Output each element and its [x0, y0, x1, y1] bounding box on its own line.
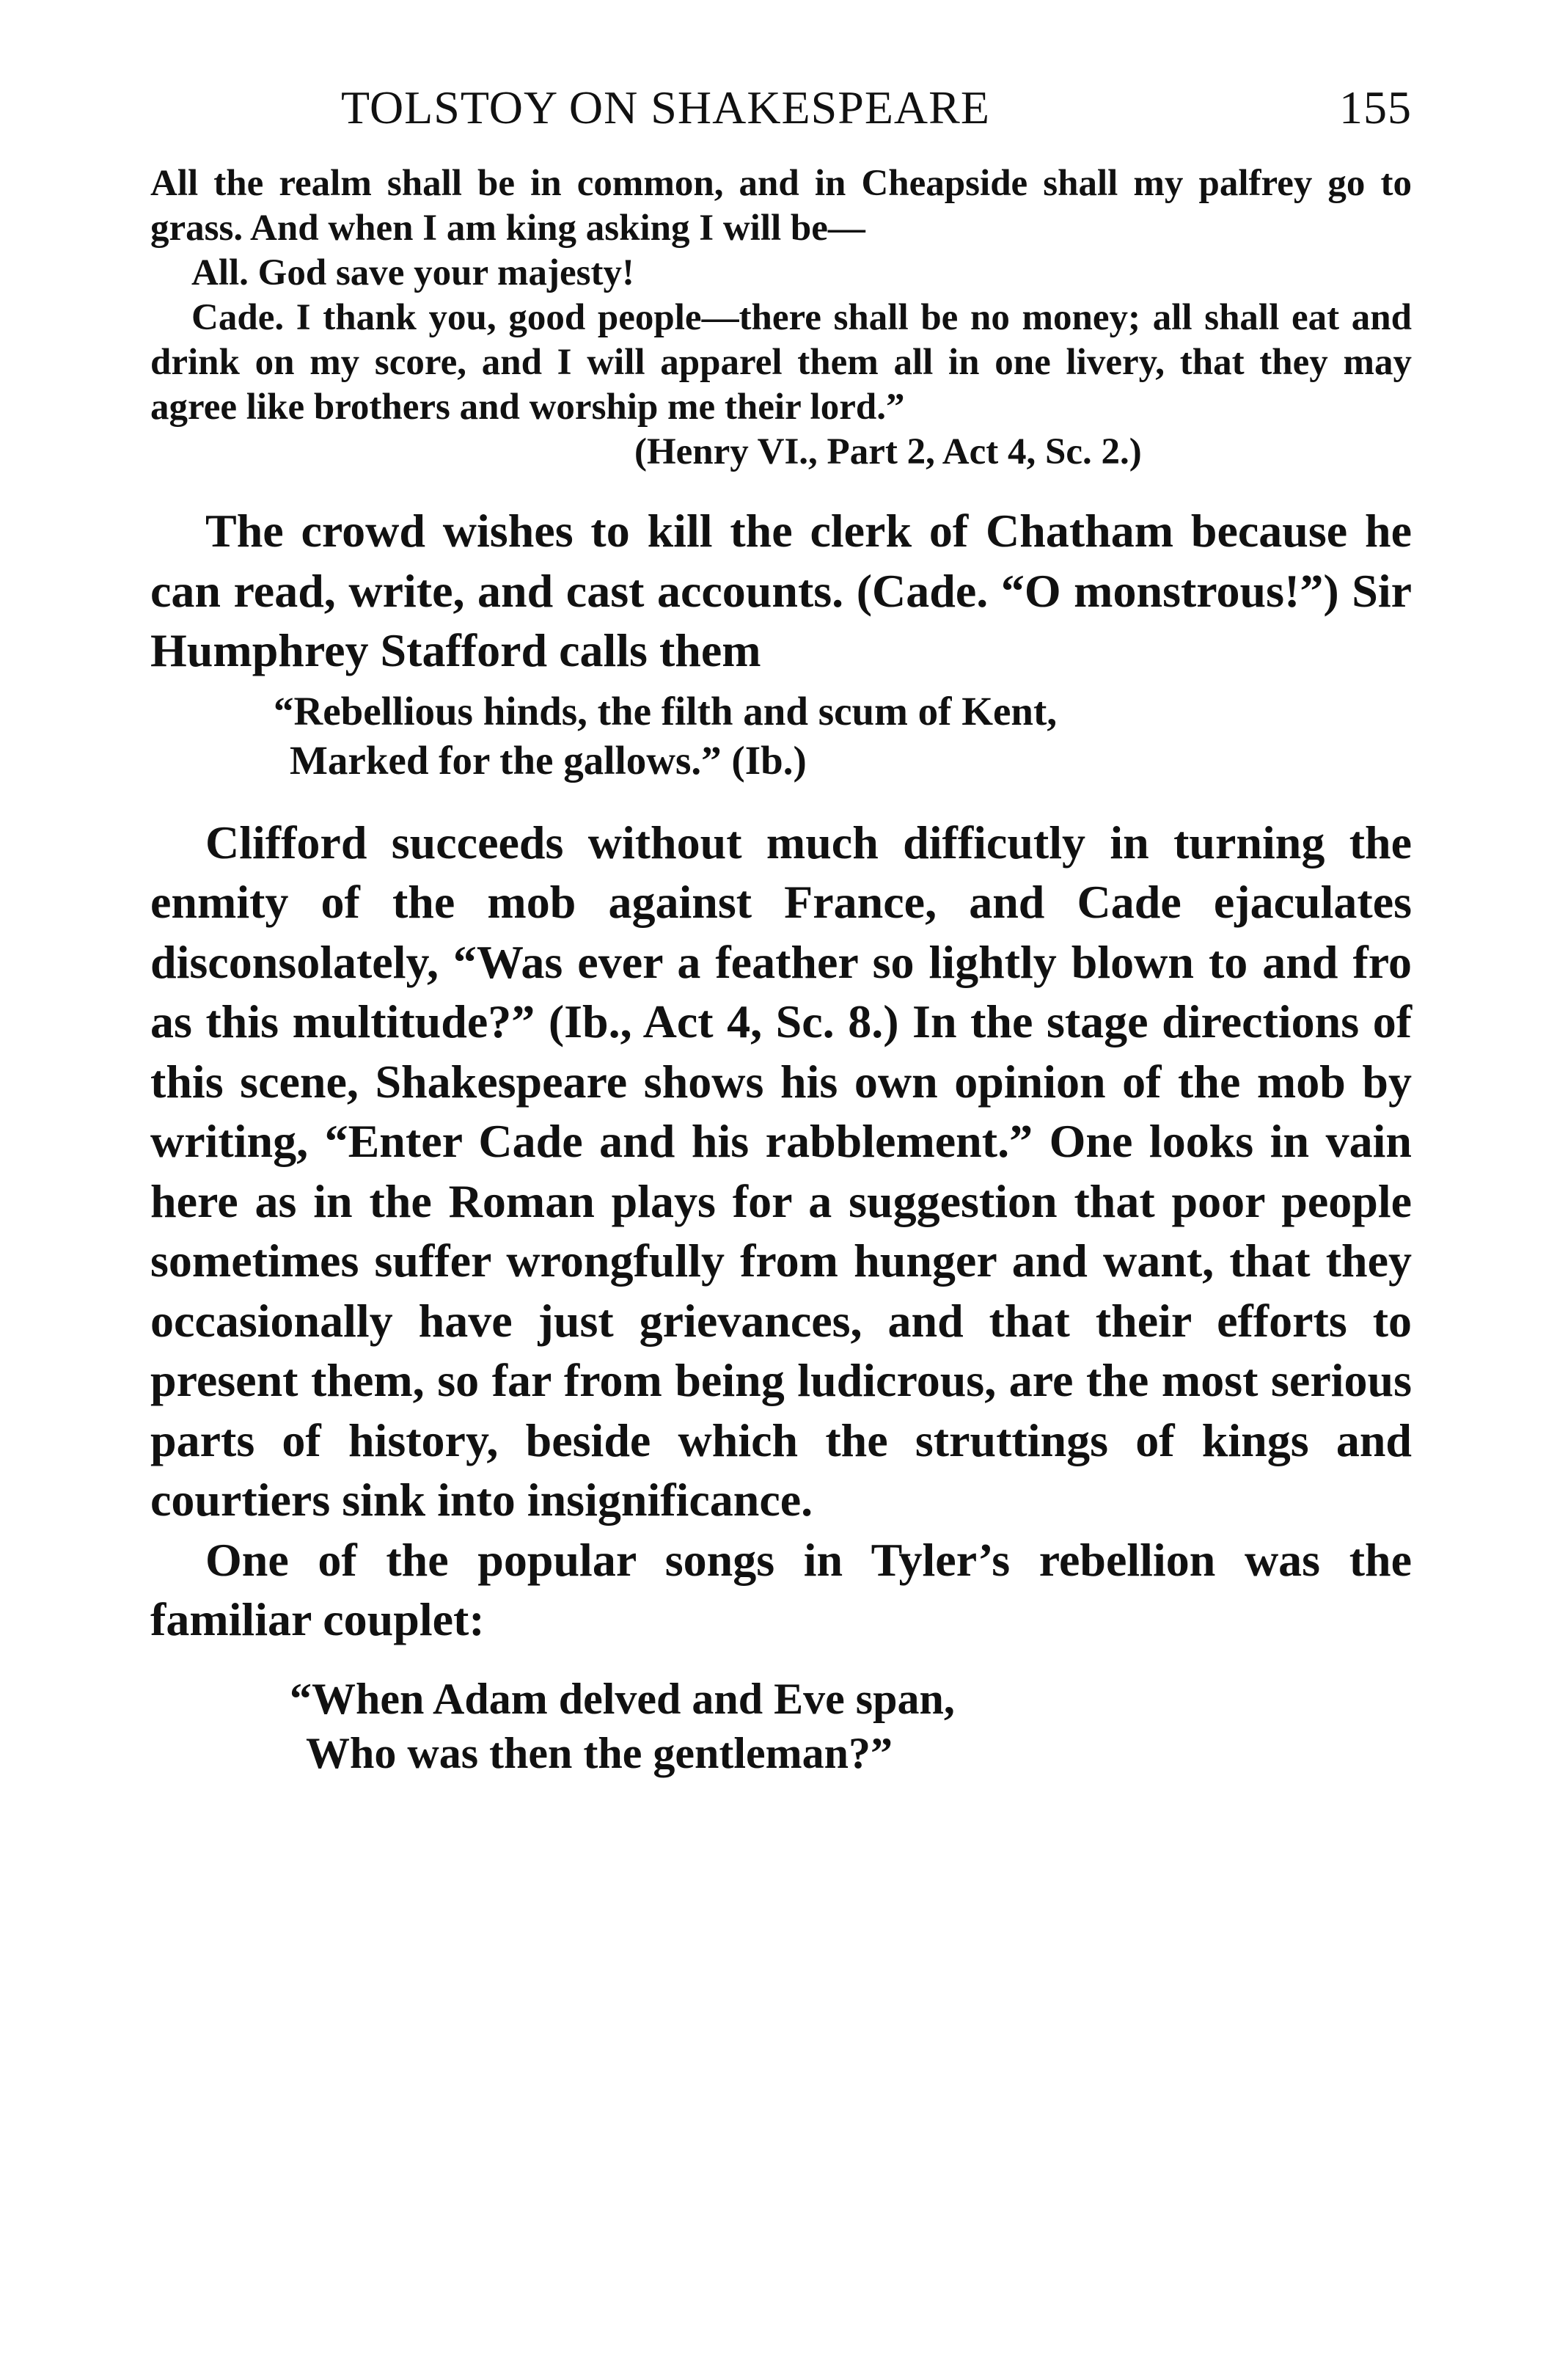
quote-speech-all: All. God save your majesty! — [191, 252, 634, 293]
verse-line: Who was then the gentleman?” — [306, 1728, 893, 1777]
quote-citation: (Henry VI., Part 2, Act 4, Sc. 2.) — [634, 431, 1142, 472]
quote-line: All the realm shall be in common, and in Cheapside shall my palfrey go to grass. And when I am king asking I will be— — [150, 163, 1412, 249]
body-text — [150, 501, 1412, 1780]
verse-quotation — [274, 687, 1412, 785]
paragraph: The crowd wishes to kill the clerk of Chatham because he can read, write, and cast accounts. (Cade. “O monstrous!”) Sir Humphrey Stafford calls them — [150, 505, 1412, 676]
running-header — [150, 81, 1412, 161]
block-quotation — [150, 161, 1412, 475]
paragraph: Clifford succeeds without much difficutly in turning the enmity of the mob against France, and Cade ejaculates disconsolately, “Was ever a feather so lightly blown to and fro as this multitude?” (Ib., Act 4, Sc. 8.) In the stage directions of this scene, Shakespeare shows his own opinion of the mob by writing, “Enter Cade and his rabblement.” One looks in vain here as in the Roman plays for a suggestion that poor people sometimes suffer wrongfully from hunger and want, that they occasionally have just grievances, and that their efforts to present them, so far from being ludicrous, are the most serious parts of history, beside which the struttings of kings and courtiers sink into insignificance. — [150, 816, 1412, 1526]
verse-quotation — [290, 1672, 1412, 1780]
page-number: 155 — [1339, 81, 1412, 134]
header-title: TOLSTOY ON SHAKESPEARE — [341, 81, 990, 134]
verse-line: Marked for the gallows.” (Ib.) — [290, 737, 807, 783]
verse-line: “Rebellious hinds, the filth and scum of Kent, — [274, 688, 1058, 734]
paragraph: One of the popular songs in Tyler’s rebellion was the familiar couplet: — [150, 1533, 1412, 1645]
quote-speech-cade: Cade. I thank you, good people—there shall be no money; all shall eat and drink on my score, and I will apparel them all in one livery, that they may agree like brothers and worship me their lord.” — [150, 297, 1412, 428]
verse-line: “When Adam delved and Eve span, — [290, 1674, 955, 1723]
book-page — [150, 81, 1412, 2281]
